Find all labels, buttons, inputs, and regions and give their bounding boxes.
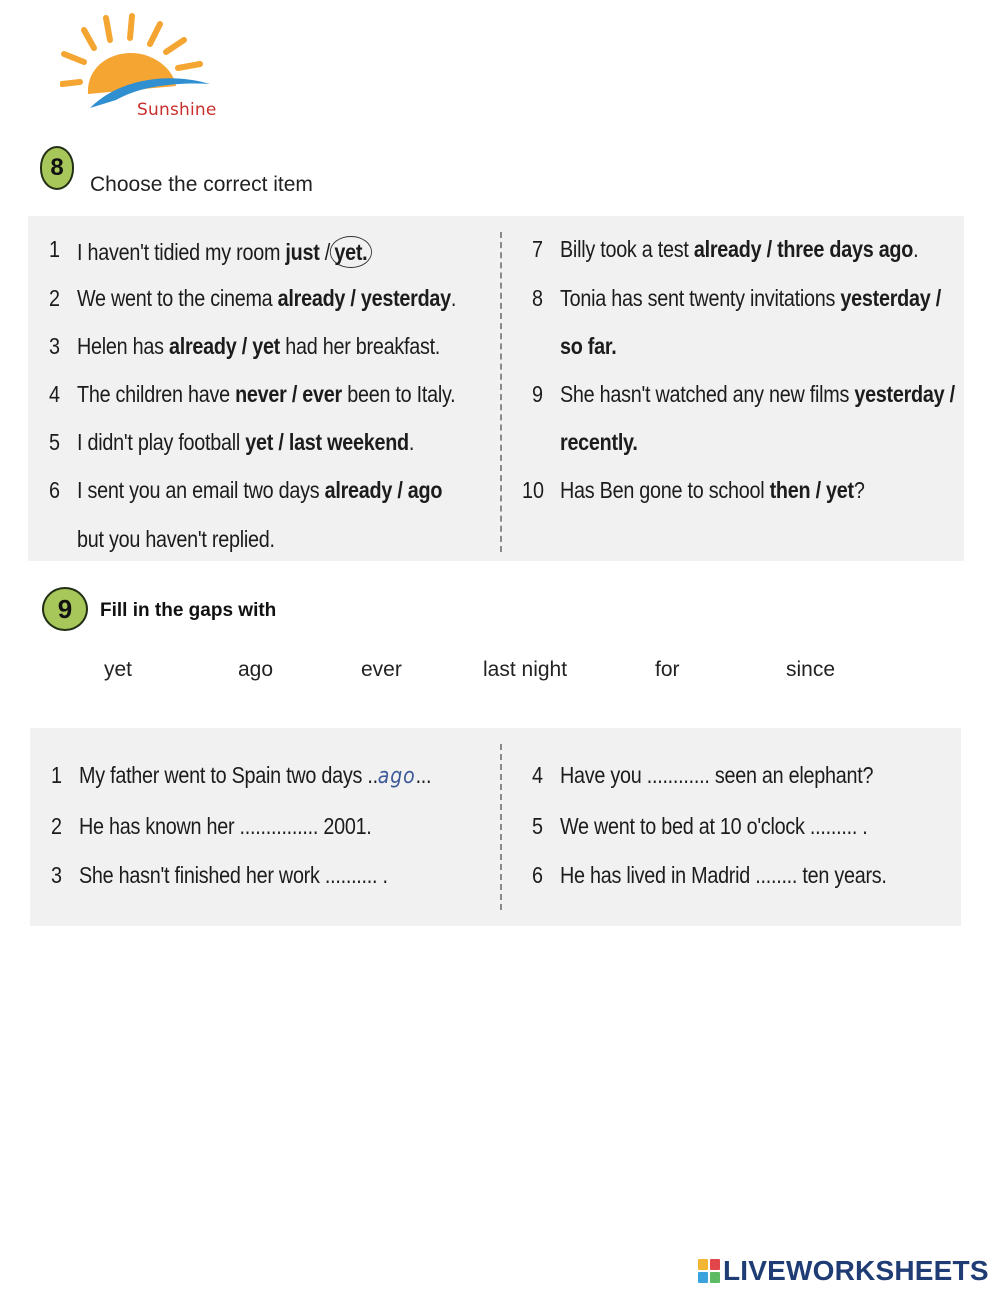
exercise-item: Helen has already / yet had her breakfast. (77, 333, 441, 359)
item-number: 4 (49, 381, 61, 407)
column-divider (500, 232, 502, 552)
word-bank-item: since (786, 658, 836, 681)
item-number: 10 (522, 477, 545, 503)
word-bank-item: for (655, 658, 680, 681)
exercise-item: Tonia has sent twenty invitations yesterday / (560, 285, 941, 311)
word-bank-item: yet (104, 658, 133, 681)
item-number: 4 (532, 762, 544, 788)
exercise-item-continuation: recently. (560, 429, 638, 455)
item-number: 5 (532, 813, 544, 839)
word-bank-item: last night (483, 658, 568, 681)
exercise-item: She hasn't finished her work .......... . (79, 862, 388, 888)
exercise-number-badge: 9 (42, 587, 88, 631)
item-number: 1 (49, 236, 61, 262)
item-number: 8 (532, 285, 544, 311)
exercise-instruction: Choose the correct item (90, 173, 313, 196)
item-number: 2 (51, 813, 63, 839)
liveworksheets-watermark (698, 1255, 989, 1287)
item-number: 3 (49, 333, 61, 359)
logo-text: Sunshine (137, 100, 217, 120)
exercise-item: I haven't tidied my room just / yet. (77, 236, 372, 268)
exercise-item: Have you ............ seen an elephant? (560, 762, 874, 788)
word-bank-item: ago (238, 658, 274, 681)
item-number: 6 (49, 477, 61, 503)
item-number: 5 (49, 429, 61, 455)
handwritten-answer: ago (377, 764, 416, 789)
exercise-item: The children have never / ever been to Italy. (77, 381, 456, 407)
exercise-item: He has lived in Madrid ........ ten years. (560, 862, 887, 888)
item-number: 9 (532, 381, 544, 407)
column-divider (500, 744, 502, 910)
exercise-instruction: Fill in the gaps with (100, 600, 277, 621)
item-number: 7 (532, 236, 544, 262)
exercise-9-panel (30, 728, 961, 926)
exercise-item: Has Ben gone to school then / yet? (560, 477, 865, 503)
exercise-item-continuation: but you haven't replied. (77, 526, 275, 552)
exercise-item: We went to the cinema already / yesterday. (77, 285, 457, 311)
exercise-item: I sent you an email two days already / ago (77, 477, 443, 503)
item-number: 6 (532, 862, 544, 888)
item-number: 1 (51, 762, 63, 788)
item-number: 3 (51, 862, 63, 888)
item-number: 2 (49, 285, 61, 311)
circled-answer: yet. (330, 236, 372, 268)
exercise-item: Billy took a test already / three days ago. (560, 236, 919, 262)
exercise-8-panel (28, 216, 964, 561)
liveworksheets-logo-icon (698, 1259, 720, 1283)
exercise-item: My father went to Spain two days ..ago... (79, 762, 432, 789)
exercise-item: He has known her ............... 2001. (79, 813, 372, 839)
exercise-item-continuation: so far. (560, 333, 617, 359)
exercise-item: She hasn't watched any new films yesterday / (560, 381, 955, 407)
exercise-number-badge: 8 (40, 146, 74, 190)
exercise-item: We went to bed at 10 o'clock ......... . (560, 813, 868, 839)
word-bank-item: ever (361, 658, 402, 681)
exercise-item: I didn't play football yet / last weekend. (77, 429, 415, 455)
watermark-text: LIVEWORKSHEETS (723, 1255, 989, 1286)
